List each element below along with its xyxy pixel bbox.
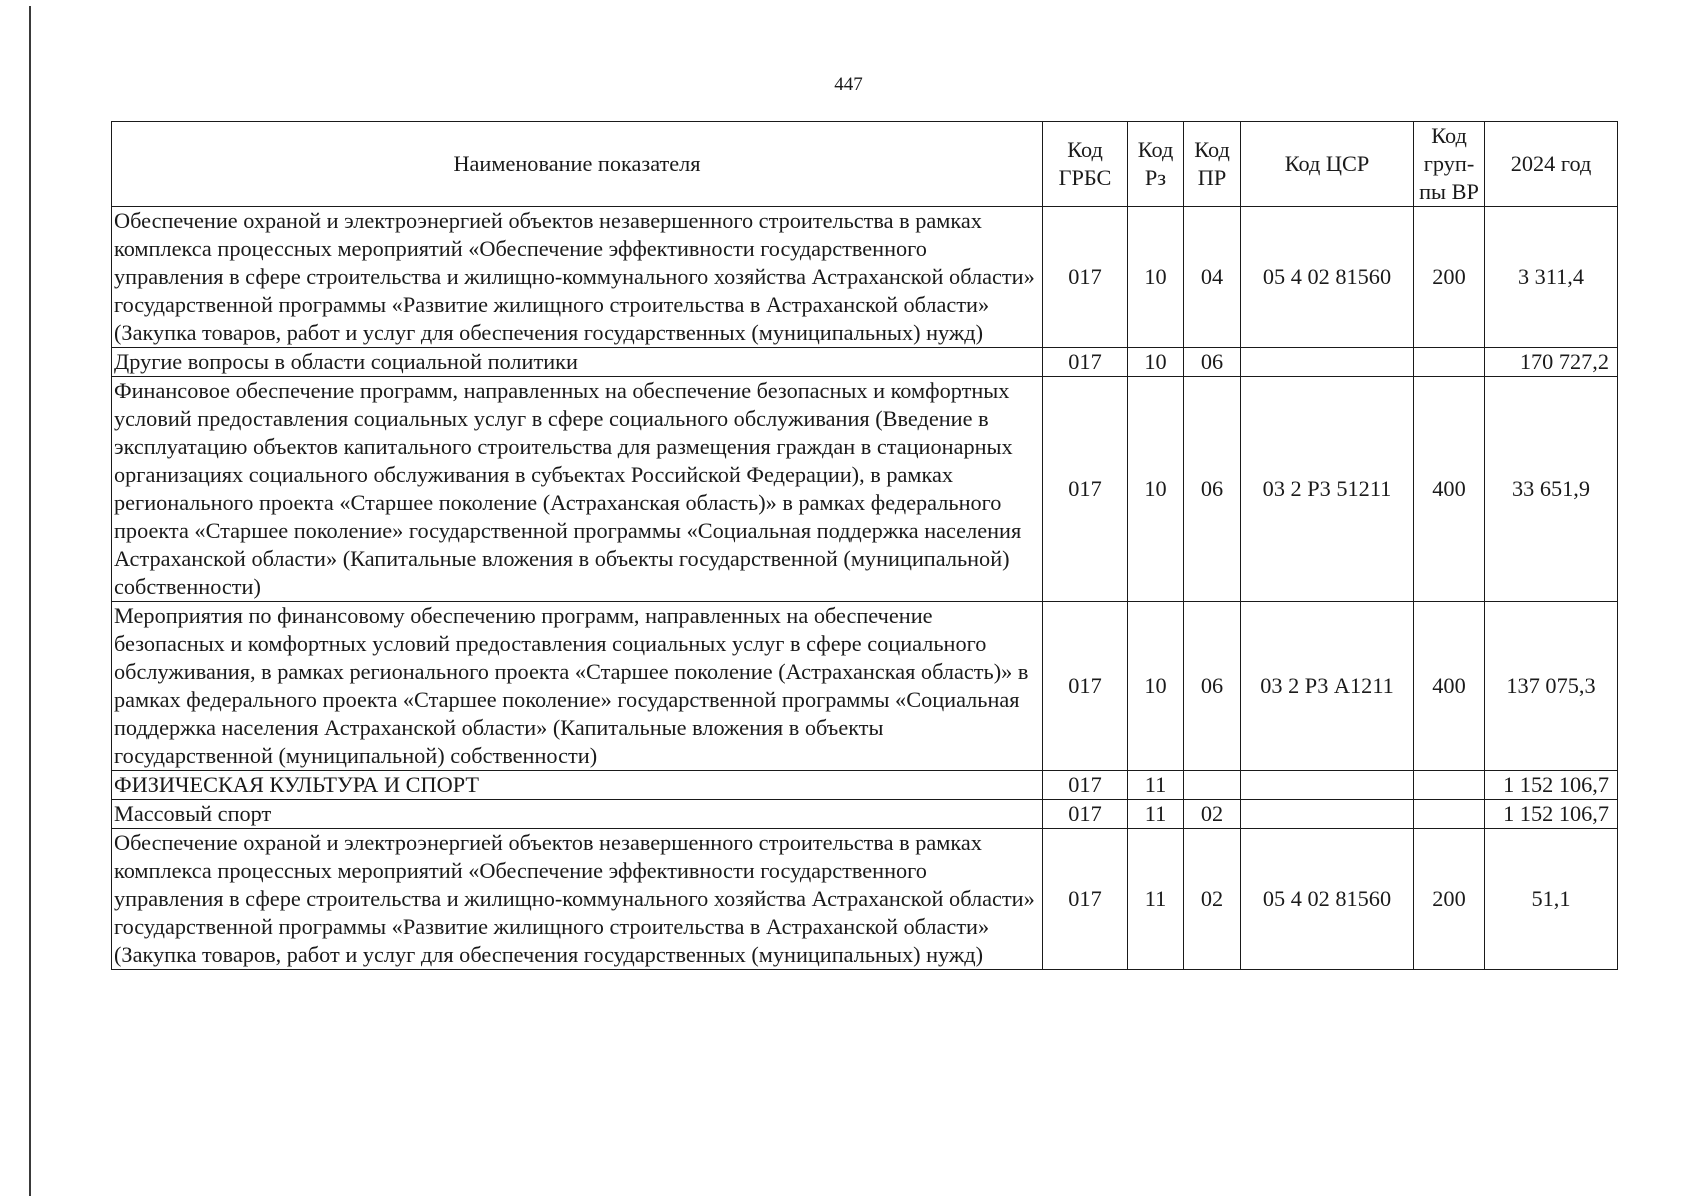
- header-name: [112, 122, 1043, 207]
- cell-grbs: 017: [1043, 800, 1128, 829]
- cell-vr: 200: [1414, 829, 1485, 970]
- cell-vr: [1414, 771, 1485, 800]
- header-csr: [1241, 122, 1414, 207]
- cell-csr: [1241, 348, 1414, 377]
- table-row: [112, 602, 1618, 771]
- header-pr-line-2: ПР: [1197, 165, 1227, 190]
- cell-name: Другие вопросы в области социальной политики: [112, 348, 1043, 377]
- cell-grbs: 017: [1043, 771, 1128, 800]
- cell-pr: 06: [1184, 348, 1241, 377]
- header-grbs: [1043, 122, 1128, 207]
- table-row: [112, 800, 1618, 829]
- cell-rz: 10: [1128, 207, 1184, 348]
- cell-pr: 04: [1184, 207, 1241, 348]
- cell-amount: 170 727,2: [1485, 348, 1618, 377]
- header-vr-line-3: пы ВР: [1419, 179, 1479, 204]
- table-row: [112, 829, 1618, 970]
- cell-csr: [1241, 771, 1414, 800]
- cell-grbs: 017: [1043, 829, 1128, 970]
- cell-vr: [1414, 348, 1485, 377]
- cell-grbs: 017: [1043, 602, 1128, 771]
- scan-edge-line: [29, 6, 31, 1196]
- cell-name: Финансовое обеспечение программ, направленных на обеспечение безопасных и комфортных условий предоставления социальных услуг в сфере социального обслуживания (Введение в эксплуатацию объектов капитального строительства для размещения граждан в стационарных организациях социального обслуживания в субъектах Российской Федерации), в рамках регионального проекта «Старшее поколение (Астраханская область)» в рамках федерального проекта «Старшее поколение» государственной программы «Социальная поддержка населения Астраханской области» (Капитальные вложения в объекты государственной (муниципальной) собственности): [112, 377, 1043, 602]
- page-number: 447: [834, 74, 863, 95]
- table-row: [112, 771, 1618, 800]
- cell-csr: 05 4 02 81560: [1241, 207, 1414, 348]
- header-vr: [1414, 122, 1485, 207]
- cell-grbs: 017: [1043, 207, 1128, 348]
- cell-pr: 02: [1184, 800, 1241, 829]
- header-rz-line-2: Рз: [1144, 165, 1167, 190]
- cell-vr: 400: [1414, 377, 1485, 602]
- header-grbs-line-1: Код: [1067, 137, 1103, 162]
- table-row: [112, 207, 1618, 348]
- cell-name: Обеспечение охраной и электроэнергией объектов незавершенного строительства в рамках комплекса процессных мероприятий «Обеспечение эффективности государственного управления в сфере строительства и жилищно-коммунального хозяйства Астраханской области» государственной программы «Развитие жилищного строительства в Астраханской области» (Закупка товаров, работ и услуг для обеспечения государственных (муниципальных) нужд): [112, 207, 1043, 348]
- cell-csr: 03 2 Р3 А1211: [1241, 602, 1414, 771]
- cell-csr: [1241, 800, 1414, 829]
- header-year: [1485, 122, 1618, 207]
- cell-vr: [1414, 800, 1485, 829]
- cell-vr: 200: [1414, 207, 1485, 348]
- cell-rz: 10: [1128, 377, 1184, 602]
- cell-csr: 05 4 02 81560: [1241, 829, 1414, 970]
- cell-name: Массовый спорт: [112, 800, 1043, 829]
- header-pr: [1184, 122, 1241, 207]
- cell-amount: 33 651,9: [1485, 377, 1618, 602]
- cell-vr: 400: [1414, 602, 1485, 771]
- cell-rz: 10: [1128, 348, 1184, 377]
- cell-csr: 03 2 Р3 51211: [1241, 377, 1414, 602]
- header-csr-text: Код ЦСР: [1284, 151, 1370, 176]
- cell-rz: 11: [1128, 829, 1184, 970]
- table-header-row: [112, 122, 1618, 207]
- header-pr-line-1: Код: [1194, 137, 1230, 162]
- header-rz: [1128, 122, 1184, 207]
- cell-name: Обеспечение охраной и электроэнергией объектов незавершенного строительства в рамках комплекса процессных мероприятий «Обеспечение эффективности государственного управления в сфере строительства и жилищно-коммунального хозяйства Астраханской области» государственной программы «Развитие жилищного строительства в Астраханской области» (Закупка товаров, работ и услуг для обеспечения государственных (муниципальных) нужд): [112, 829, 1043, 970]
- cell-amount: 137 075,3: [1485, 602, 1618, 771]
- cell-pr: [1184, 771, 1241, 800]
- cell-amount: 3 311,4: [1485, 207, 1618, 348]
- cell-amount: 51,1: [1485, 829, 1618, 970]
- cell-amount: 1 152 106,7: [1485, 800, 1618, 829]
- cell-grbs: 017: [1043, 377, 1128, 602]
- cell-amount: 1 152 106,7: [1485, 771, 1618, 800]
- cell-pr: 06: [1184, 377, 1241, 602]
- header-grbs-line-2: ГРБС: [1058, 165, 1112, 190]
- cell-pr: 02: [1184, 829, 1241, 970]
- header-rz-line-1: Код: [1137, 137, 1174, 162]
- cell-name: Мероприятия по финансовому обеспечению программ, направленных на обеспечение безопасных и комфортных условий предоставления социальных услуг в сфере социального обслуживания, в рамках регионального проекта «Старшее поколение (Астраханская область)» в рамках федерального проекта «Старшее поколение» государственной программы «Социальная поддержка населения Астраханской области» (Капитальные вложения в объекты государственной (муниципальной) собственности): [112, 602, 1043, 771]
- table-row: [112, 377, 1618, 602]
- table-row: [112, 348, 1618, 377]
- cell-pr: 06: [1184, 602, 1241, 771]
- header-year-text: 2024 год: [1510, 151, 1592, 176]
- cell-rz: 10: [1128, 602, 1184, 771]
- header-name-text: Наименование показателя: [453, 151, 701, 176]
- budget-table: [111, 121, 1618, 970]
- cell-rz: 11: [1128, 771, 1184, 800]
- header-vr-line-2: груп-: [1423, 151, 1475, 176]
- cell-name: ФИЗИЧЕСКАЯ КУЛЬТУРА И СПОРТ: [112, 771, 1043, 800]
- header-vr-line-1: Код: [1431, 123, 1467, 148]
- cell-grbs: 017: [1043, 348, 1128, 377]
- cell-rz: 11: [1128, 800, 1184, 829]
